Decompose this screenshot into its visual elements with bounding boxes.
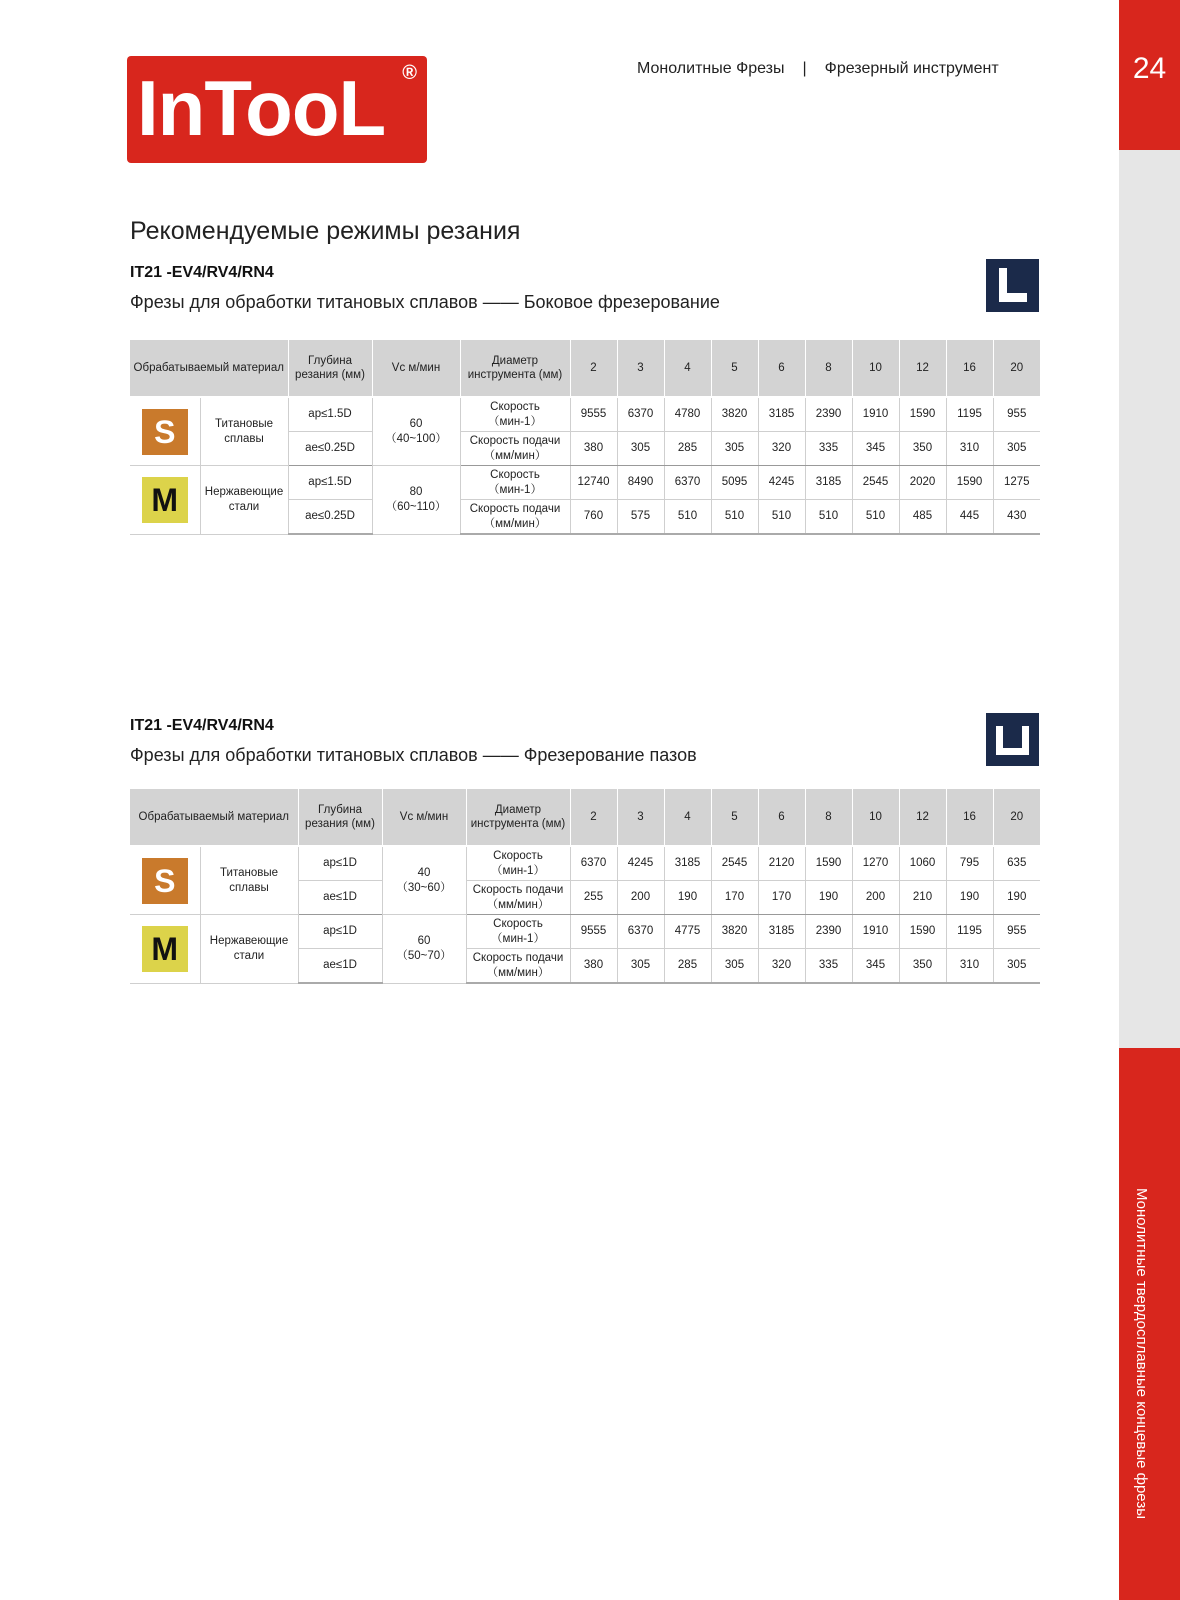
cell: 510 — [664, 500, 711, 535]
param-speed: Скорость （мин-1） — [460, 397, 570, 432]
col-dia: 12 — [899, 789, 946, 846]
table-row — [130, 915, 1040, 949]
param-feed: Скорость подачи （мм/мин） — [466, 949, 570, 984]
material-m-badge: M — [142, 926, 188, 972]
cell: 285 — [664, 432, 711, 466]
depth-ap: ap≤1.5D — [288, 397, 372, 432]
depth-ap: ap≤1D — [298, 915, 382, 949]
cell: 210 — [899, 881, 946, 915]
cell: 310 — [946, 432, 993, 466]
cell: 2545 — [711, 846, 758, 881]
depth-ap: ap≤1D — [298, 846, 382, 881]
side-milling-icon — [986, 259, 1039, 312]
cell: 575 — [617, 500, 664, 535]
cell: 1590 — [946, 466, 993, 500]
cell: 320 — [758, 949, 805, 984]
page-number: 24 — [1132, 52, 1167, 85]
cell: 3820 — [711, 397, 758, 432]
col-material: Обрабатываемый материал — [130, 340, 288, 397]
breadcrumb-separator: | — [802, 60, 807, 77]
cell: 9555 — [570, 397, 617, 432]
cell: 1060 — [899, 846, 946, 881]
col-vc: Vc м/мин — [382, 789, 466, 846]
cell: 9555 — [570, 915, 617, 949]
cell: 955 — [993, 915, 1040, 949]
vc-value: 80 （60~110） — [372, 466, 460, 535]
cell: 2120 — [758, 846, 805, 881]
table-header-row — [130, 340, 1040, 397]
cell: 3185 — [758, 915, 805, 949]
cell: 12740 — [570, 466, 617, 500]
cell: 3185 — [758, 397, 805, 432]
col-diameter: Диаметр инструмента (мм) — [466, 789, 570, 846]
depth-ae: ae≤1D — [298, 881, 382, 915]
cell: 200 — [617, 881, 664, 915]
cell: 760 — [570, 500, 617, 535]
cell: 3820 — [711, 915, 758, 949]
material-badge-cell — [130, 466, 200, 535]
cell: 4245 — [758, 466, 805, 500]
breadcrumb — [637, 60, 999, 78]
cell: 1270 — [852, 846, 899, 881]
vc-value: 40 （30~60） — [382, 846, 466, 915]
registered-mark: ® — [402, 62, 417, 84]
param-speed: Скорость （мин-1） — [466, 915, 570, 949]
cell: 635 — [993, 846, 1040, 881]
cell: 1590 — [805, 846, 852, 881]
cell: 190 — [664, 881, 711, 915]
cell: 485 — [899, 500, 946, 535]
col-dia: 8 — [805, 789, 852, 846]
cell: 1910 — [852, 915, 899, 949]
page-title: Рекомендуемые режимы резания — [130, 217, 521, 245]
col-dia: 3 — [617, 340, 664, 397]
col-dia: 16 — [946, 340, 993, 397]
cell: 350 — [899, 949, 946, 984]
cell: 6370 — [664, 466, 711, 500]
col-vc: Vc м/мин — [372, 340, 460, 397]
cell: 305 — [993, 432, 1040, 466]
brand-logo — [127, 56, 427, 163]
cell: 305 — [711, 949, 758, 984]
col-depth: Глубина резания (мм) — [288, 340, 372, 397]
cell: 1910 — [852, 397, 899, 432]
section-tab-label: Монолитные твердосплавные концевые фрезы — [1133, 1188, 1150, 1519]
cell: 200 — [852, 881, 899, 915]
depth-ap: ap≤1.5D — [288, 466, 372, 500]
col-dia: 2 — [570, 340, 617, 397]
cell: 305 — [993, 949, 1040, 984]
cell: 510 — [852, 500, 899, 535]
param-feed: Скорость подачи （мм/мин） — [460, 500, 570, 535]
cell: 2545 — [852, 466, 899, 500]
breadcrumb-left: Монолитные Фрезы — [637, 60, 785, 77]
cell: 510 — [805, 500, 852, 535]
vc-value: 60 （40~100） — [372, 397, 460, 466]
cell: 380 — [570, 949, 617, 984]
col-dia: 4 — [664, 789, 711, 846]
cell: 335 — [805, 432, 852, 466]
cell: 305 — [617, 949, 664, 984]
col-dia: 8 — [805, 340, 852, 397]
cell: 335 — [805, 949, 852, 984]
material-badge-cell — [130, 915, 200, 984]
material-name: Титановые сплавы — [200, 846, 298, 915]
cell: 2020 — [899, 466, 946, 500]
param-speed: Скорость （мин-1） — [466, 846, 570, 881]
cell: 285 — [664, 949, 711, 984]
col-dia: 3 — [617, 789, 664, 846]
param-feed: Скорость подачи （мм/мин） — [466, 881, 570, 915]
table-row — [130, 397, 1040, 432]
cell: 5095 — [711, 466, 758, 500]
cell: 305 — [617, 432, 664, 466]
section-description: Фрезы для обработки титановых сплавов —— Фрезерование пазов — [130, 745, 697, 765]
cell: 305 — [711, 432, 758, 466]
section-code: IT21 -EV4/RV4/RN4 — [130, 717, 274, 734]
col-dia: 6 — [758, 789, 805, 846]
logo-text: InTooL — [137, 64, 386, 152]
cell: 310 — [946, 949, 993, 984]
col-dia: 5 — [711, 789, 758, 846]
depth-ae: ae≤0.25D — [288, 432, 372, 466]
col-dia: 10 — [852, 789, 899, 846]
cell: 2390 — [805, 397, 852, 432]
cell: 8490 — [617, 466, 664, 500]
cell: 4780 — [664, 397, 711, 432]
col-dia: 16 — [946, 789, 993, 846]
table-row — [130, 466, 1040, 500]
vc-value: 60 （50~70） — [382, 915, 466, 984]
cell: 510 — [711, 500, 758, 535]
cell: 6370 — [570, 846, 617, 881]
col-depth: Глубина резания (мм) — [298, 789, 382, 846]
cell: 795 — [946, 846, 993, 881]
cell: 2390 — [805, 915, 852, 949]
cell: 1590 — [899, 915, 946, 949]
cell: 955 — [993, 397, 1040, 432]
cell: 4245 — [617, 846, 664, 881]
cell: 320 — [758, 432, 805, 466]
col-dia: 12 — [899, 340, 946, 397]
col-dia: 6 — [758, 340, 805, 397]
material-name: Титановые сплавы — [200, 397, 288, 466]
cell: 345 — [852, 949, 899, 984]
cell: 190 — [993, 881, 1040, 915]
slot-milling-icon — [986, 713, 1039, 766]
cell: 170 — [758, 881, 805, 915]
material-name: Нержавеющие стали — [200, 466, 288, 535]
table-row — [130, 846, 1040, 881]
cell: 430 — [993, 500, 1040, 535]
depth-ae: ae≤0.25D — [288, 500, 372, 535]
cell: 1275 — [993, 466, 1040, 500]
material-m-badge: M — [142, 477, 188, 523]
section-description: Фрезы для обработки титановых сплавов —— Боковое фрезерование — [130, 292, 720, 312]
cell: 3185 — [664, 846, 711, 881]
cell: 1195 — [946, 915, 993, 949]
col-material: Обрабатываемый материал — [130, 789, 298, 846]
breadcrumb-right: Фрезерный инструмент — [824, 60, 999, 77]
material-name: Нержавеющие стали — [200, 915, 298, 984]
table-header-row — [130, 789, 1040, 846]
cell: 6370 — [617, 397, 664, 432]
section-code: IT21 -EV4/RV4/RN4 — [130, 264, 274, 281]
material-s-badge: S — [142, 409, 188, 455]
col-dia: 4 — [664, 340, 711, 397]
cutting-table-slot — [130, 789, 1040, 984]
param-feed: Скорость подачи （мм/мин） — [460, 432, 570, 466]
col-dia: 2 — [570, 789, 617, 846]
param-speed: Скорость （мин-1） — [460, 466, 570, 500]
material-badge-cell — [130, 846, 200, 915]
cell: 3185 — [805, 466, 852, 500]
cell: 380 — [570, 432, 617, 466]
depth-ae: ae≤1D — [298, 949, 382, 984]
cell: 445 — [946, 500, 993, 535]
col-diameter: Диаметр инструмента (мм) — [460, 340, 570, 397]
col-dia: 20 — [993, 789, 1040, 846]
cell: 255 — [570, 881, 617, 915]
col-dia: 20 — [993, 340, 1040, 397]
cell: 510 — [758, 500, 805, 535]
cell: 190 — [805, 881, 852, 915]
cell: 345 — [852, 432, 899, 466]
material-s-badge: S — [142, 858, 188, 904]
cell: 350 — [899, 432, 946, 466]
material-badge-cell — [130, 397, 200, 466]
cell: 170 — [711, 881, 758, 915]
col-dia: 10 — [852, 340, 899, 397]
cell: 190 — [946, 881, 993, 915]
cutting-table-side — [130, 340, 1040, 535]
col-dia: 5 — [711, 340, 758, 397]
cell: 1195 — [946, 397, 993, 432]
cell: 1590 — [899, 397, 946, 432]
cell: 4775 — [664, 915, 711, 949]
cell: 6370 — [617, 915, 664, 949]
